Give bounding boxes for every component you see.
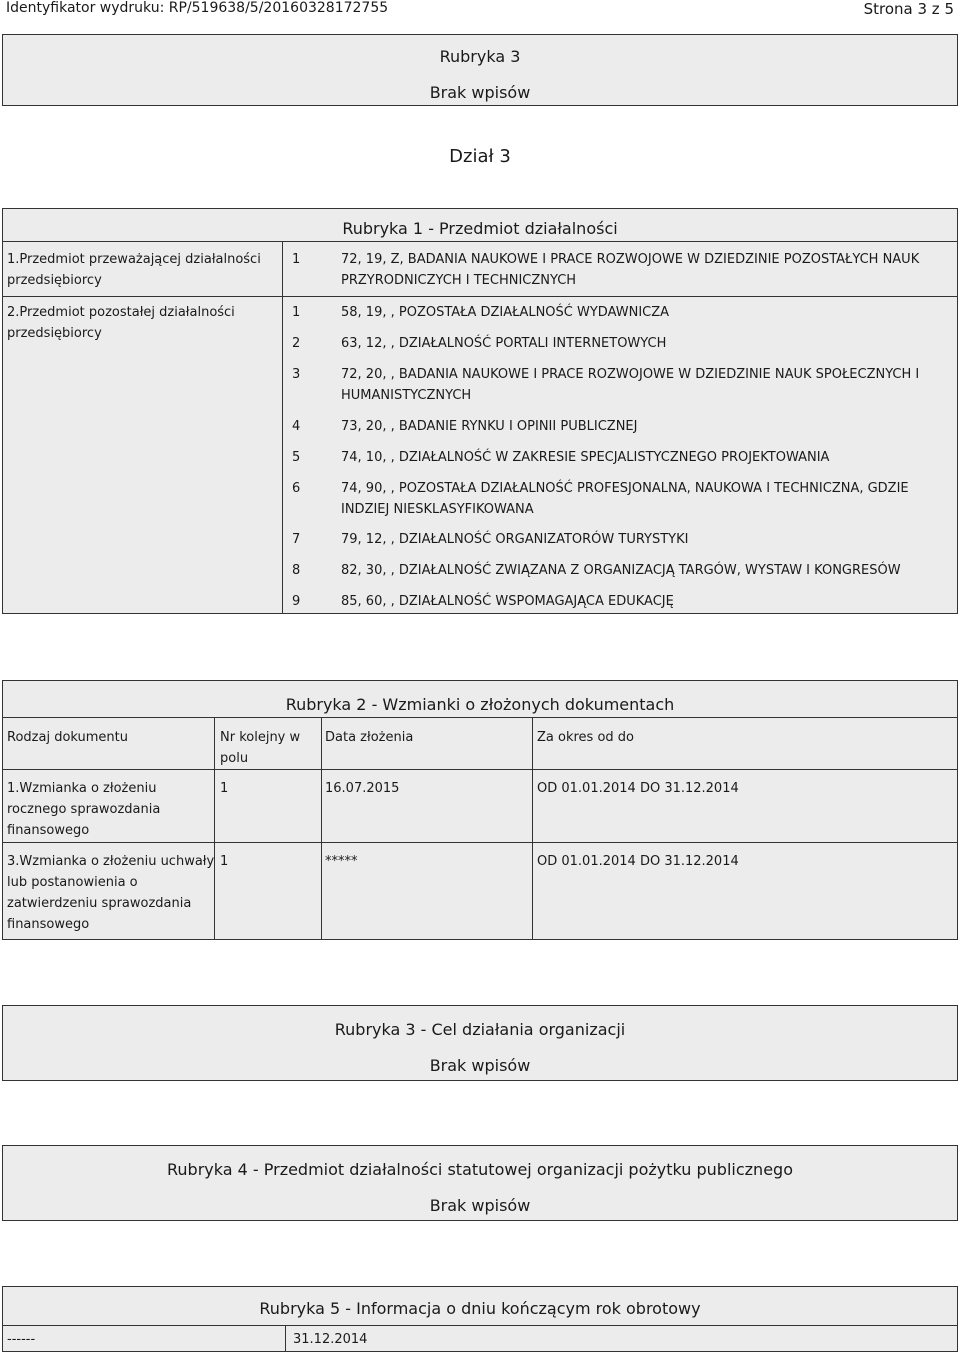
list-item-num: 6 [292, 481, 301, 496]
rubryka1-box [2, 208, 958, 614]
list-item-text: 85, 60, , DZIAŁALNOŚĆ WSPOMAGAJĄCA EDUKACJĘ [341, 594, 674, 609]
print-identifier: Identyfikator wydruku: RP/519638/5/20160328172755 [6, 0, 389, 16]
list-item-num: 4 [292, 419, 301, 434]
row-period: OD 01.01.2014 DO 31.12.2014 [537, 854, 739, 869]
row-doc-type: 1.Wzmianka o złożeniu rocznego sprawozdania finansowego [7, 781, 161, 838]
rubryka1-title: Rubryka 1 - Przedmiot działalności [342, 219, 618, 238]
list-item-num: 2 [292, 336, 301, 351]
rubryka4-value: Brak wpisów [429, 1196, 531, 1215]
col-header-period: Za okres od do [537, 730, 634, 745]
rubryka2-box [2, 680, 958, 940]
rubryka5-col1: ------ [7, 1332, 36, 1347]
list-item-num: 5 [292, 450, 301, 465]
col-header-doc-type: Rodzaj dokumentu [7, 730, 128, 745]
rubryka5-title: Rubryka 5 - Informacja o dniu kończącym rok obrotowy [259, 1299, 701, 1318]
row-date: 16.07.2015 [325, 781, 400, 796]
list-item-text: 74, 90, , POZOSTAŁA DZIAŁALNOŚĆ PROFESJONALNA, NAUKOWA I TECHNICZNA, GDZIE INDZIEJ NIESKLASYFIKOWANA [341, 481, 909, 517]
row-date: ***** [325, 854, 358, 869]
rubryka4-title: Rubryka 4 - Przedmiot działalności statutowej organizacji pożytku publicznego [167, 1160, 793, 1179]
page-number: Strona 3 z 5 [863, 0, 954, 18]
list-item-num: 9 [292, 594, 301, 609]
list-item-text: 72, 20, , BADANIA NAUKOWE I PRACE ROZWOJOWE W DZIEDZINIE NAUK SPOŁECZNYCH I HUMANISTYCZNYCH [341, 367, 920, 403]
list-item-num: 8 [292, 563, 301, 578]
row-period: OD 01.01.2014 DO 31.12.2014 [537, 781, 739, 796]
section-title: Dział 3 [449, 146, 511, 167]
rubryka3-top-box [2, 34, 958, 106]
row-number: 1 [220, 781, 229, 796]
rubryka3-top-title: Rubryka 3 [439, 47, 521, 66]
rubryka3-top-value: Brak wpisów [429, 83, 531, 102]
rubryka2-title: Rubryka 2 - Wzmianki o złożonych dokumentach [285, 695, 675, 714]
list-item-text: 73, 20, , BADANIE RYNKU I OPINII PUBLICZNEJ [341, 419, 638, 434]
list-item-text: 58, 19, , POZOSTAŁA DZIAŁALNOŚĆ WYDAWNICZA [341, 305, 670, 320]
row-doc-type: 3.Wzmianka o złożeniu uchwały lub postanowienia o zatwierdzeniu sprawozdania finansowego [7, 854, 215, 932]
rubryka4-box [2, 1145, 958, 1221]
list-item-text: 79, 12, , DZIAŁALNOŚĆ ORGANIZATORÓW TURYSTYKI [341, 532, 689, 547]
col-header-number: Nr kolejny w polu [220, 730, 301, 766]
list-item-text: 82, 30, , DZIAŁALNOŚĆ ZWIĄZANA Z ORGANIZACJĄ TARGÓW, WYSTAW I KONGRESÓW [341, 563, 901, 578]
col-header-date: Data złożenia [325, 730, 414, 745]
rubryka3-title: Rubryka 3 - Cel działania organizacji [334, 1020, 626, 1039]
fiscal-year-end-date: 31.12.2014 [293, 1332, 368, 1347]
rubryka5-box [2, 1286, 958, 1352]
list-item-num: 7 [292, 532, 301, 547]
rubryka3-box [2, 1005, 958, 1081]
main-activity-label: 1.Przedmiot przeważającej działalności przedsiębiorcy [7, 252, 261, 288]
other-activity-label: 2.Przedmiot pozostałej działalności przedsiębiorcy [7, 305, 235, 341]
main-activity-text: 72, 19, Z, BADANIA NAUKOWE I PRACE ROZWOJOWE W DZIEDZINIE POZOSTAŁYCH NAUK PRZYRODNICZYCH I TECHNICZNYCH [341, 252, 920, 288]
main-activity-num: 1 [292, 252, 301, 267]
row-number: 1 [220, 854, 229, 869]
list-item-num: 1 [292, 305, 301, 320]
rubryka3-value: Brak wpisów [429, 1056, 531, 1075]
list-item-text: 63, 12, , DZIAŁALNOŚĆ PORTALI INTERNETOWYCH [341, 336, 667, 351]
list-item-num: 3 [292, 367, 301, 382]
list-item-text: 74, 10, , DZIAŁALNOŚĆ W ZAKRESIE SPECJALISTYCZNEGO PROJEKTOWANIA [341, 450, 830, 465]
